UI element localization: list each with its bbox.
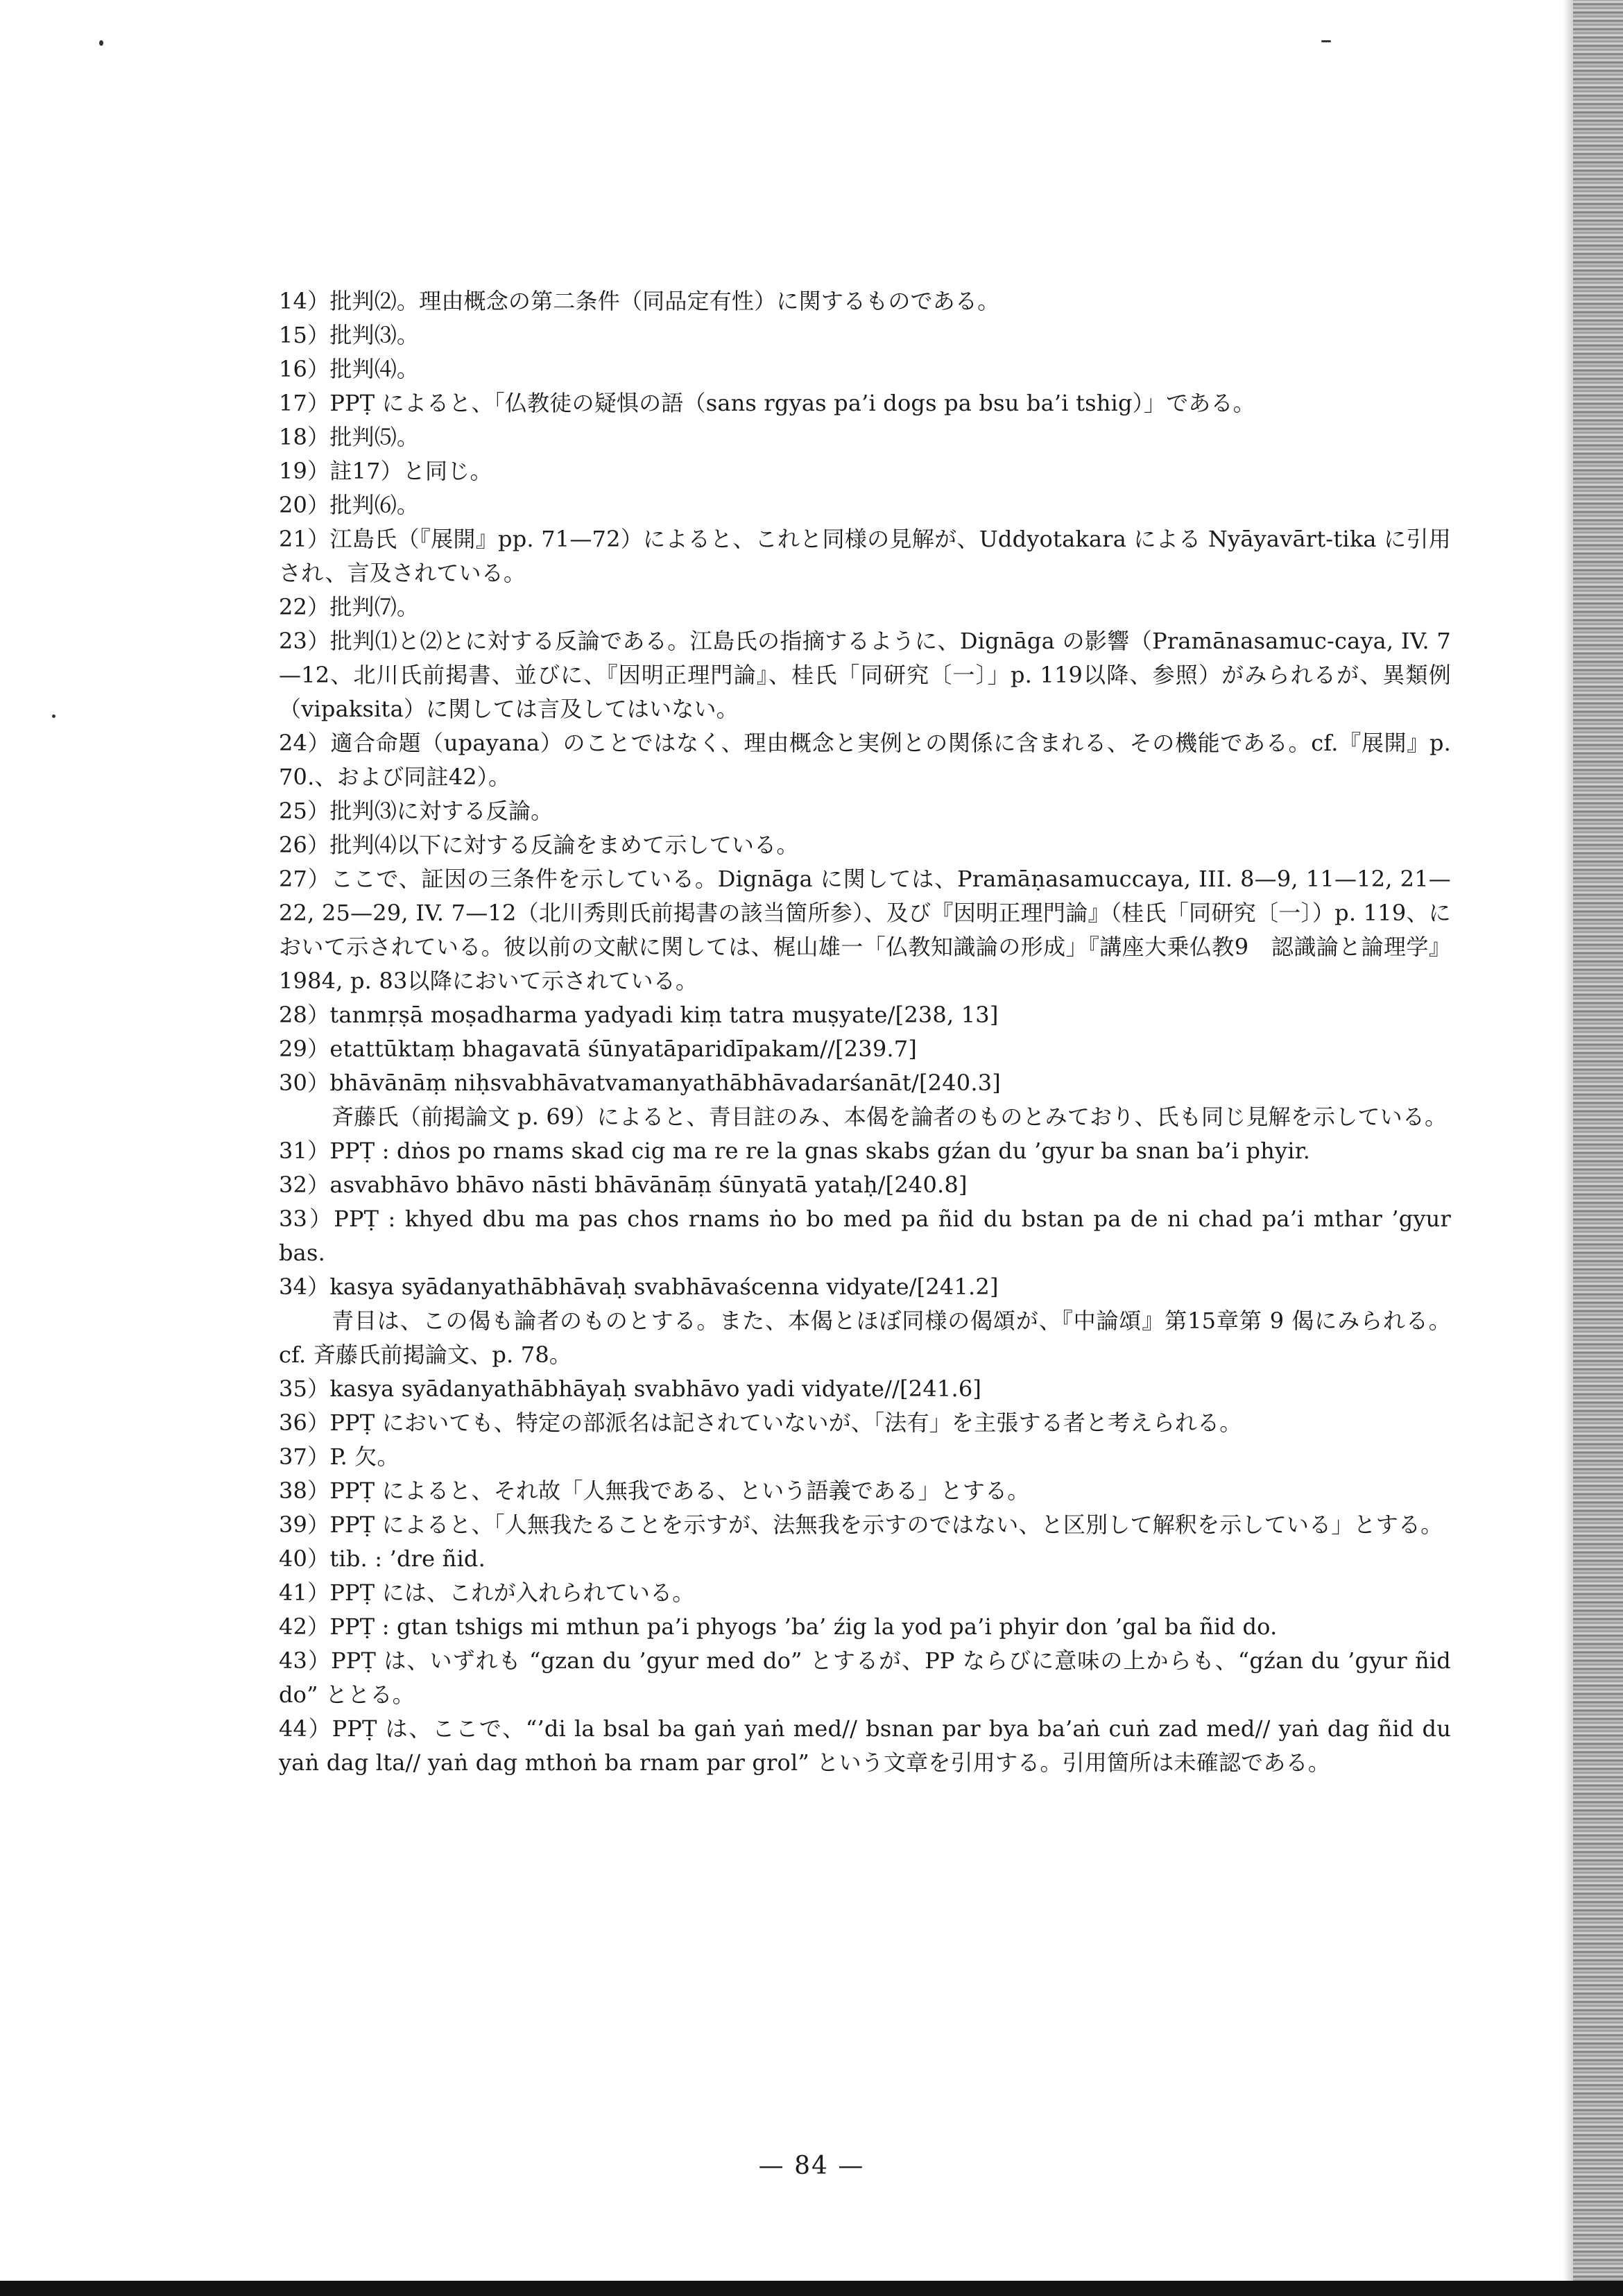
footnote: 19）註17）と同じ。: [279, 458, 492, 484]
footnote: 25）批判⑶に対する反論。: [279, 798, 553, 824]
footnote: 24）適合命題（upayana）のことではなく、理由概念と実例との関係に含まれる、その機能である。cf.『展開』p. 70.、および同註42）。: [279, 730, 1451, 790]
speck: [1321, 40, 1331, 42]
footnote: 43）PPṬ は、いずれも “gzan du ’gyur med do” とするが、PP ならびに意味の上からも、“gźan du ’gyur ñid do” ととる。: [279, 1647, 1451, 1708]
footnote: 39）PPṬ によると、「人無我たることを示すが、法無我を示すのではない、と区別して解釈を示している」とする。: [279, 1511, 1443, 1538]
footnote: 16）批判⑷。: [279, 356, 420, 382]
footnote: 15）批判⑶。: [279, 322, 420, 348]
footnote: 21）江島氏（『展開』pp. 71—72）によると、これと同様の見解が、Uddyotakara による Nyāyavārt-tika に引用され、言及されている。: [279, 526, 1451, 586]
footnote: 35）kasya syādanyathābhāyaḥ svabhāvo yadi vidyate//[241.6]: [279, 1376, 982, 1402]
footnote: 31）PPṬ : dṅos po rnams skad cig ma re re la gnas skabs gźan du ’gyur ba snan ba’i phyir.: [279, 1138, 1311, 1164]
footnote: 26）批判⑷以下に対する反論をまめて示している。: [279, 832, 799, 858]
footnote: 38）PPṬ によると、それ故「人無我である、という語義である」とする。: [279, 1477, 1030, 1504]
footnote: 37）P. 欠。: [279, 1443, 400, 1470]
footnote: 17）PPṬ によると、「仏教徒の疑惧の語（sans rgyas pa’i dogs pa bsu ba’i tshig）」である。: [279, 390, 1255, 416]
footnote: 36）PPṬ においても、特定の部派名は記されていないが、「法有」を主張する者と考えられる。: [279, 1410, 1242, 1436]
footnote: 23）批判⑴と⑵とに対する反論である。江島氏の指摘するように、Dignāga の影響（Pramānasamuc-caya, IV. 7—12、北川氏前掲書、並びに、『因明正理門論』、桂氏「同研究〔一〕」p. 119以降、参照）がみられるが、異類例（vipaksita）に関しては言及してはいない。: [279, 628, 1451, 722]
footnote: 34）kasya syādanyathābhāvaḥ svabhāvaścenna vidyate/[241.2]: [279, 1274, 999, 1300]
footnote: 20）批判⑹。: [279, 492, 420, 518]
scan-bottom-bar: [0, 2281, 1623, 2296]
footnote: 30）bhāvānāṃ niḥsvabhāvatvamanyathābhāvadarśanāt/[240.3]: [279, 1070, 1001, 1096]
footnote: 18）批判⑸。: [279, 424, 420, 450]
scan-edge: [1573, 0, 1623, 2296]
speck: [99, 40, 103, 46]
footnote: 32）asvabhāvo bhāvo nāsti bhāvānāṃ śūnyatā yataḥ/[240.8]: [279, 1172, 968, 1198]
footnote-commentary: 斉藤氏（前掲論文 p. 69）によると、青目註のみ、本偈を論者のものとみており、氏も同じ見解を示している。: [332, 1104, 1448, 1130]
footnote: 44）PPṬ は、ここで、“’di la bsal ba gaṅ yaṅ med// bsnan par bya ba’aṅ cuṅ zad med// yaṅ dag ñid du yaṅ dag lta// yaṅ dag mthoṅ ba rnam par grol” という文章を引用する。引用箇所は未確認である。: [279, 1715, 1451, 1776]
scan-shadow: [1563, 0, 1573, 2296]
footnotes: [279, 284, 1451, 1780]
footnote: 40）tib. : ’dre ñid.: [279, 1545, 486, 1572]
footnote: 29）etattūktaṃ bhagavatā śūnyatāparidīpakam//[239.7]: [279, 1036, 918, 1062]
footnote: 27）ここで、証因の三条件を示している。Dignāga に関しては、Pramāṇasamuccaya, III. 8—9, 11—12, 21—22, 25—29, IV. 7—12（北川秀則氏前掲書の該当箇所参）、及び『因明正理門論』（桂氏「同研究〔一〕）p. 119、において示されている。彼以前の文献に関しては、梶山雄一「仏教知識論の形成」『講座大乗仏教9 認識論と論理学』1984, p. 83以降において示されている。: [279, 866, 1451, 994]
footnote-commentary: 青目は、この偈も論者のものとする。また、本偈とほぼ同様の偈頌が、『中論頌』第15章第 9 偈にみられる。cf. 斉藤氏前掲論文、p. 78。: [279, 1308, 1451, 1368]
footnote: 28）tanmṛṣā moṣadharma yadyadi kiṃ tatra muṣyate/[238, 13]: [279, 1002, 999, 1028]
footnote: 33）PPṬ : khyed dbu ma pas chos rnams ṅo bo med pa ñid du bstan pa de ni chad pa’i mthar ’gyur bas.: [279, 1206, 1451, 1266]
page-number: — 84 —: [758, 2152, 865, 2180]
footnote: 22）批判⑺。: [279, 594, 420, 620]
footnote: 42）PPṬ : gtan tshigs mi mthun pa’i phyogs ’ba’ źig la yod pa’i phyir don ’gal ba ñid do.: [279, 1613, 1278, 1640]
speck: [52, 714, 55, 718]
footnote: 41）PPṬ には、これが入れられている。: [279, 1579, 695, 1606]
footnote: 14）批判⑵。理由概念の第二条件（同品定有性）に関するものである。: [279, 288, 1000, 314]
